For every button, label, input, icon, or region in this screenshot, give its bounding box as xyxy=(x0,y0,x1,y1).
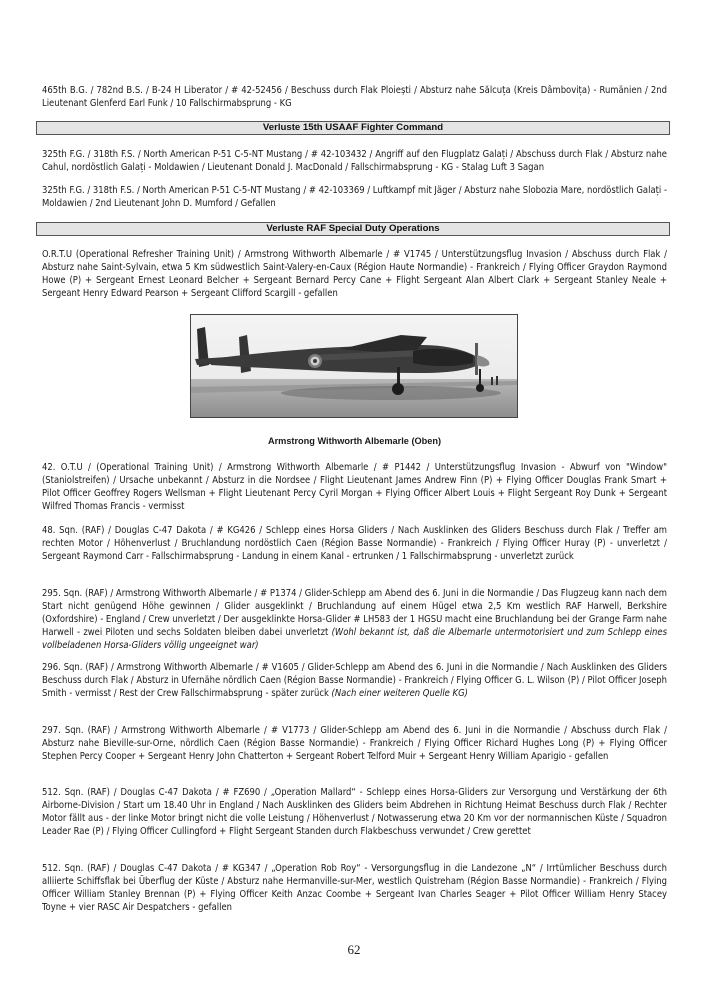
loss-entry-ortu-v1745: O.R.T.U (Operational Refresher Training Unit) / Armstrong Withworth Albemarle / # V1745 / Unterstützungsflug Invasion / Abschuss durch Flak / Absturz nahe Saint-Sylvain, etwa 5 Km südwestlich Saint-Valery-en-Caux (Région Haute Normandie) - Frankreich / Flying Officer Graydon Raymond Howe (P) + Sergeant Ernest Leonard Belcher + Sergeant Bernard Percy Cane + Flight Sergeant Alan Albert Clark + Sergeant Stanley Neale + Sergeant Henry Edward Pearson + Sergeant Clifford Scargill - gefallen xyxy=(42,249,667,299)
entry-note-italic: (Nach einer weiteren Quelle KG) xyxy=(331,688,468,699)
loss-entry-b24: 465th B.G. / 782nd B.S. / B-24 H Liberator / # 42-52456 / Beschuss durch Flak Ploiești / Absturz nahe Sălcuța (Kreis Dâmbovița) - Rumänien / 2nd Lieutenant Glenferd Earl Funk / 10 Fallschirmabsprung - KG xyxy=(42,85,667,109)
loss-entry-sqn48-kg426: 48. Sqn. (RAF) / Douglas C-47 Dakota / # KG426 / Schlepp eines Horsa Gliders / Nach Ausklinken des Gliders Beschuss durch Flak / Treffer am rechten Motor / Höhenverlust / Bruchlandung nordöstlich Caen (Région Basse Normandie) - Frankreich / Flying Officer Huray (P) - unverletzt / Sergeant Raymond Carr - Fallschirmabsprung - Landung in einem Kanal - ertrunken / 1 Fallschirmabsprung - unverletzt zurück xyxy=(42,525,667,562)
entry-text: 296. Sqn. (RAF) / Armstrong Withworth Albemarle / # V1605 / Glider-Schlepp am Abend des 6. Juni in die Normandie / Nach Ausklinken des Gliders Beschuss durch Flak / Absturz in Ufernähe nördlich Caen (Région Basse Normandie) - Frankreich / Flying Officer G. L. Wilson (P) / Pilot Officer Joseph Smith - vermisst / Rest der Crew Fallschirmabsprung - später zurück xyxy=(42,662,667,699)
entry-text: 295. Sqn. (RAF) / Armstrong Withworth Albemarle / # P1374 / Glider-Schlepp am Abend des 6. Juni in die Normandie / Das Flugzeug kann nach dem Start nicht genügend Höhe gewinnen / Glider ausgeklinkt / Bruchlandung auf einem Hügel etwa 2,5 Km westlich RAF Harwell, Berkshire (Oxfordshire) - England / Crew unverletzt / Der ausgeklinkte Horsa-Glider # LH583 der 1 HGSU macht eine Bruchlandung bei der Grange Farm nahe Harwell - zwei Piloten und sechs Soldaten bleiben dabei unverletzt xyxy=(42,588,667,638)
aircraft-photo xyxy=(190,314,518,418)
section-banner-raf-special-duty: Verluste RAF Special Duty Operations xyxy=(36,222,670,236)
loss-entry-sqn297-v1773: 297. Sqn. (RAF) / Armstrong Withworth Albemarle / # V1773 / Glider-Schlepp am Abend des 6. Juni in die Normandie / Abschuss durch Flak / Absturz nahe Bieville-sur-Orne, nördlich Caen (Région Basse Normandie) - Frankreich / Flying Officer Richard Hughes Long (P) + Flying Officer Stephen Percy Cooper + Sergeant Henry John Chatterton + Sergeant Robert Telford Muir + Sergeant Henry William Aparigio - gefallen xyxy=(42,725,667,762)
loss-entry-p51-103369: 325th F.G. / 318th F.S. / North American P-51 C-5-NT Mustang / # 42-103369 / Luftkampf mit Jäger / Absturz nahe Slobozia Mare, nordöstlich Galați - Moldawien / 2nd Lieutenant John D. Mumford / Gefallen xyxy=(42,185,667,209)
loss-entry-sqn512-fz690: 512. Sqn. (RAF) / Douglas C-47 Dakota / # FZ690 / „Operation Mallard“ - Schlepp eines Horsa-Gliders zur Versorgung und Verstärkung der 6th Airborne-Division / Start um 18.40 Uhr in England / Nach Ausklinken des Gliders beim Abdrehen in Richtung Heimat Beschuss durch Flak / Rechter Motor fällt aus - der linke Motor bringt nicht die volle Leistung / Höhenverlust / Notwasserung etwa 20 Km vor der normannischen Küste / Squadron Leader Rae (P) / Flying Officer Cullingford + Flight Sergeant Standen durch Flakbeschuss verwundet / Crew gerettet xyxy=(42,787,667,837)
loss-entry-otu42-p1442: 42. O.T.U / (Operational Training Unit) / Armstrong Withworth Albemarle / # P1442 / Unterstützungsflug Invasion - Abwurf von "Window" (Staniolstreifen) / Ursache unbekannt / Absturz in die Nordsee / Flight Lieutenant James Andrew Finn (P) + Flying Officer Douglas Frank Smart + Pilot Officer Geoffrey Rogers Wellsman + Flight Lieutenant Percy Cyril Morgan + Flying Officer Albert Louis + Flight Sergeant Roy Dunk + Sergeant Wilfred Thomas Francis - vermisst xyxy=(42,462,667,512)
photo-caption: Armstrong Withworth Albemarle (Oben) xyxy=(267,436,442,446)
page-number: 62 xyxy=(347,942,361,957)
loss-entry-sqn296-v1605 xyxy=(42,661,667,700)
albemarle-photo-drawing xyxy=(191,315,517,417)
loss-entry-sqn295-p1374 xyxy=(42,587,667,652)
loss-entry-sqn512-kg347: 512. Sqn. (RAF) / Douglas C-47 Dakota / # KG347 / „Operation Rob Roy“ - Versorgungsflug in die Landezone „N“ / Irrtümlicher Beschuss durch alliierte Schiffsflak bei Überflug der Küste / Absturz nahe Hermanville-sur-Mer, westlich Quistreham (Région Basse Normandie) - Frankreich / Flying Officer William Stanley Brennan (P) + Flying Officer Keith Anzac Coombe + Sergeant Ivan Charles Seager + Pilot Officer William Henry Stacey Toyne + vier RASC Air Despatchers - gefallen xyxy=(42,863,667,913)
section-banner-fighter-command: Verluste 15th USAAF Fighter Command xyxy=(36,121,670,135)
loss-entry-p51-103432: 325th F.G. / 318th F.S. / North American P-51 C-5-NT Mustang / # 42-103432 / Angriff auf den Flugplatz Galați / Abschuss durch Flak / Absturz nahe Cahul, nordöstlich Galați - Moldawien / Lieutenant Donald J. MacDonald / Fallschirmabsprung - KG - Stalag Luft 3 Sagan xyxy=(42,149,667,173)
entry-note-italic: (Wohl bekannt ist, daß die Albemarle untermotorisiert und zum Schlepp eines vollbeladenen Horsa-Gliders völlig ungeeignet war) xyxy=(42,627,667,651)
